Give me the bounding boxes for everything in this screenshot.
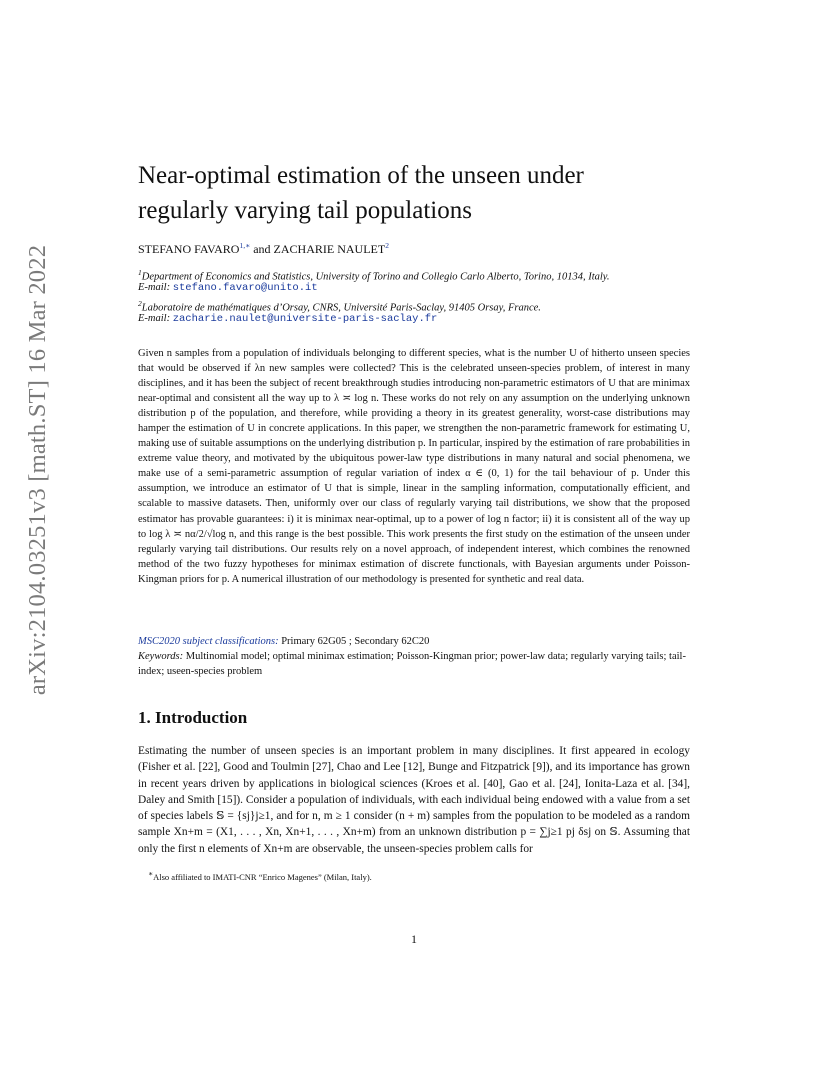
abstract	[138, 346, 690, 587]
email-2-label: E-mail:	[138, 313, 171, 324]
author-join: and	[253, 242, 271, 256]
author-2-marks: 2	[385, 241, 389, 250]
keywords-label: Keywords:	[138, 651, 184, 662]
email-1-link[interactable]: stefano.favaro@unito.it	[172, 282, 318, 294]
arxiv-sidebar	[8, 120, 68, 820]
msc-value: Primary 62G05 ; Secondary 62C20	[281, 636, 430, 647]
page-number: 1	[411, 932, 417, 946]
msc-classifications	[138, 634, 690, 649]
author-list	[138, 241, 389, 257]
title-line-1: Near-optimal estimation of the unseen under	[138, 162, 584, 189]
email-1-line	[138, 280, 318, 296]
msc-label[interactable]: MSC2020 subject classifications:	[138, 636, 279, 647]
keywords-value: Multinomial model; optimal minimax estimation; Poisson-Kingman prior; power-law data; regularly varying tails; tail-index; useen-species problem	[138, 651, 686, 677]
introduction-text: Estimating the number of unseen species is an important problem in many disciplines. It first appeared in ecology (Fisher et al. [22], Good and Toulmin [27], Chao and Lee [12], Bunge and Fitzpatrick [9]), and its importance has grown in recent years driven by applications in biological sciences (Kroes et al. [40], Gao et al. [24], Ionita-Laza et al. [34], Daley and Smith [15]). Consider a population of individuals, with each individual being endowed with a value from a set of species labels 𝕊 = {sj}j≥1, and for n, m ≥ 1 consider (n + m) samples from the population to be modeled as a random sample Xn+m = (X1, . . . , Xn, Xn+1, . . . , Xn+m) from an unknown distribution p = ∑j≥1 pj δsj on 𝕊. Assuming that only the first n elements of Xn+m are observable, the unseen-species problem calls for	[138, 745, 691, 855]
title-line-2: regularly varying tail populations	[138, 197, 472, 224]
paper-title	[138, 158, 690, 228]
section-heading-introduction: 1. Introduction	[138, 708, 248, 727]
affiliation-2-mark: 2	[138, 299, 142, 308]
introduction-body	[138, 743, 690, 857]
footnote-mark: ∗	[148, 869, 154, 878]
author-2: ZACHARIE NAULET	[273, 242, 386, 256]
affiliation-2-text: Laboratoire de mathématiques d’Orsay, CNRS, Université Paris-Saclay, 91405 Orsay, France.	[141, 302, 541, 314]
email-1-label: E-mail:	[138, 282, 171, 293]
author-1: STEFANO FAVARO	[138, 242, 240, 256]
affiliation-1-text: Department of Economics and Statistics, University of Torino and Collegio Carlo Alberto, Torino, 10134, Italy.	[141, 271, 610, 283]
arxiv-identifier: arXiv:2104.03251v3 [math.ST] 16 Mar 2022	[24, 244, 51, 696]
affiliation-1-mark: 1	[138, 268, 142, 277]
keywords	[138, 649, 690, 679]
footnote-text: Also affiliated to IMATI-CNR “Enrico Magenes” (Milan, Italy).	[153, 871, 372, 882]
abstract-text: Given n samples from a population of individuals belonging to different species, what is the number U of hitherto unseen species that would be observed if λn new samples were collected? This is the celebrated unseen-species problem, of interest in many disciplines, and it has been the subject of recent breakthrough studies introducing non-parametric estimators of U that are minimax near-optimal and consistent all the way up to λ ≍ log n. These works do not rely on any assumption on the underlying unknown distribution p of the population, and therefore, while providing a theory in its greatest generality, worst-case distributions may hamper the estimation of U in concrete applications. In this paper, we strengthen the non-parametric framework for estimating U, making use of suitable assumptions on the underlying distribution p. In particular, inspired by the estimation of rare probabilities in extreme value theory, and motivated by the ubiquitous power-law type distributions in many natural and social phenomena, we make use of a semi-parametric assumption of regular variation of index α ∈ (0, 1) for the tail behaviour of p. Under this assumption, we introduce an estimator of U that is simple, linear in the sampling information, computationally efficient, and scalable to massive datasets. Then, uniformly over our class of regularly varying tail distributions, we show that the proposed estimator has provable guarantees: i) it is minimax near-optimal, up to a power of log n factor; ii) it is consistent all of the way up to log λ ≍ nα/2/√log n, and this range is the best possible. This work presents the first study on the estimation of the unseen under regularly varying tail distributions. Our results rely on a novel approach, of independent interest, which combines the renowned method of the two fuzzy hypotheses for minimax estimation of discrete functionals, with Bayesian arguments under Poisson-Kingman priors for p. A numerical illustration of our methodology is presented for synthetic and real data.	[138, 348, 690, 585]
email-2-link[interactable]: zacharie.naulet@universite-paris-saclay.fr	[172, 313, 438, 325]
footnote	[148, 869, 372, 882]
author-1-marks: 1,∗	[239, 241, 251, 250]
email-2-line	[138, 311, 437, 327]
